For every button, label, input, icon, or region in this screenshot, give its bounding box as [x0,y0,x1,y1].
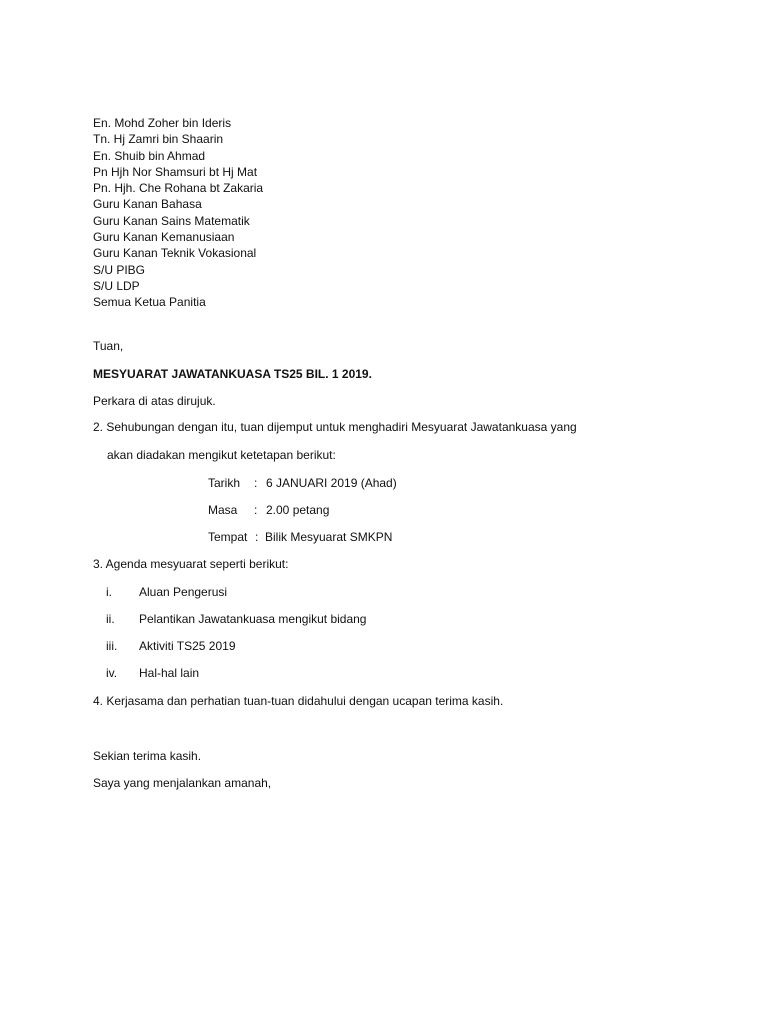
paragraph-3: 3. Agenda mesyuarat seperti berikut: [93,557,289,571]
recipient-list [93,115,263,311]
agenda-number: iii. [106,639,118,653]
agenda-text: Pelantikan Jawatankuasa mengikut bidang [139,612,367,626]
recipient-line: En. Shuib bin Ahmad [93,148,206,163]
closing-line-2: Saya yang menjalankan amanah, [93,776,272,790]
venue-value: Bilik Mesyuarat SMKPN [265,530,393,544]
recipient-line: Guru Kanan Sains Matematik [93,213,250,228]
detail-venue [208,530,392,544]
agenda-item [106,639,236,653]
recipient-line: En. Mohd Zoher bin Ideris [93,116,232,130]
recipient-line: S/U PIBG [93,262,146,277]
agenda-number: i. [106,585,112,599]
time-colon: : [254,503,258,517]
venue-label: Tempat [208,530,248,544]
recipient-line: Guru Kanan Kemanusiaan [93,230,235,245]
date-label: Tarikh [208,476,241,490]
subject-heading: MESYUARAT JAWATANKUASA TS25 BIL. 1 2019. [93,367,372,381]
closing-line-1: Sekian terima kasih. [93,749,202,763]
recipient-line: Guru Kanan Teknik Vokasional [93,246,257,261]
agenda-item [106,666,199,680]
detail-time [208,503,329,517]
agenda-number: iv. [106,666,118,680]
recipient-line: Guru Kanan Bahasa [93,197,202,212]
agenda-text: Aluan Pengerusi [139,585,228,599]
paragraph-2-line-2: akan diadakan mengikut ketetapan berikut: [107,448,336,462]
date-value: 6 JANUARI 2019 (Ahad) [266,476,397,490]
agenda-item [106,612,366,626]
detail-date [208,476,397,490]
recipient-line: S/U LDP [93,278,140,293]
paragraph-2-line-1: 2. Sehubungan dengan itu, tuan dijemput untuk menghadiri Mesyuarat Jawatankuasa yang [93,420,577,434]
time-label: Masa [208,503,238,517]
agenda-text: Hal-hal lain [139,666,200,680]
agenda-item [106,585,227,599]
agenda-text: Aktiviti TS25 2019 [139,639,236,653]
recipient-line: Semua Ketua Panitia [93,295,206,310]
reference-line: Perkara di atas dirujuk. [93,394,216,408]
recipient-line: Pn. Hjh. Che Rohana bt Zakaria [93,181,264,196]
time-value: 2.00 petang [266,503,330,517]
paragraph-4: 4. Kerjasama dan perhatian tuan-tuan didahului dengan ucapan terima kasih. [93,694,504,708]
agenda-number: ii. [106,612,115,626]
recipient-line: Tn. Hj Zamri bin Shaarin [93,132,224,147]
recipient-line: Pn Hjh Nor Shamsuri bt Hj Mat [93,164,258,179]
venue-colon: : [255,530,259,544]
salutation: Tuan, [93,339,124,353]
date-colon: : [254,476,258,490]
